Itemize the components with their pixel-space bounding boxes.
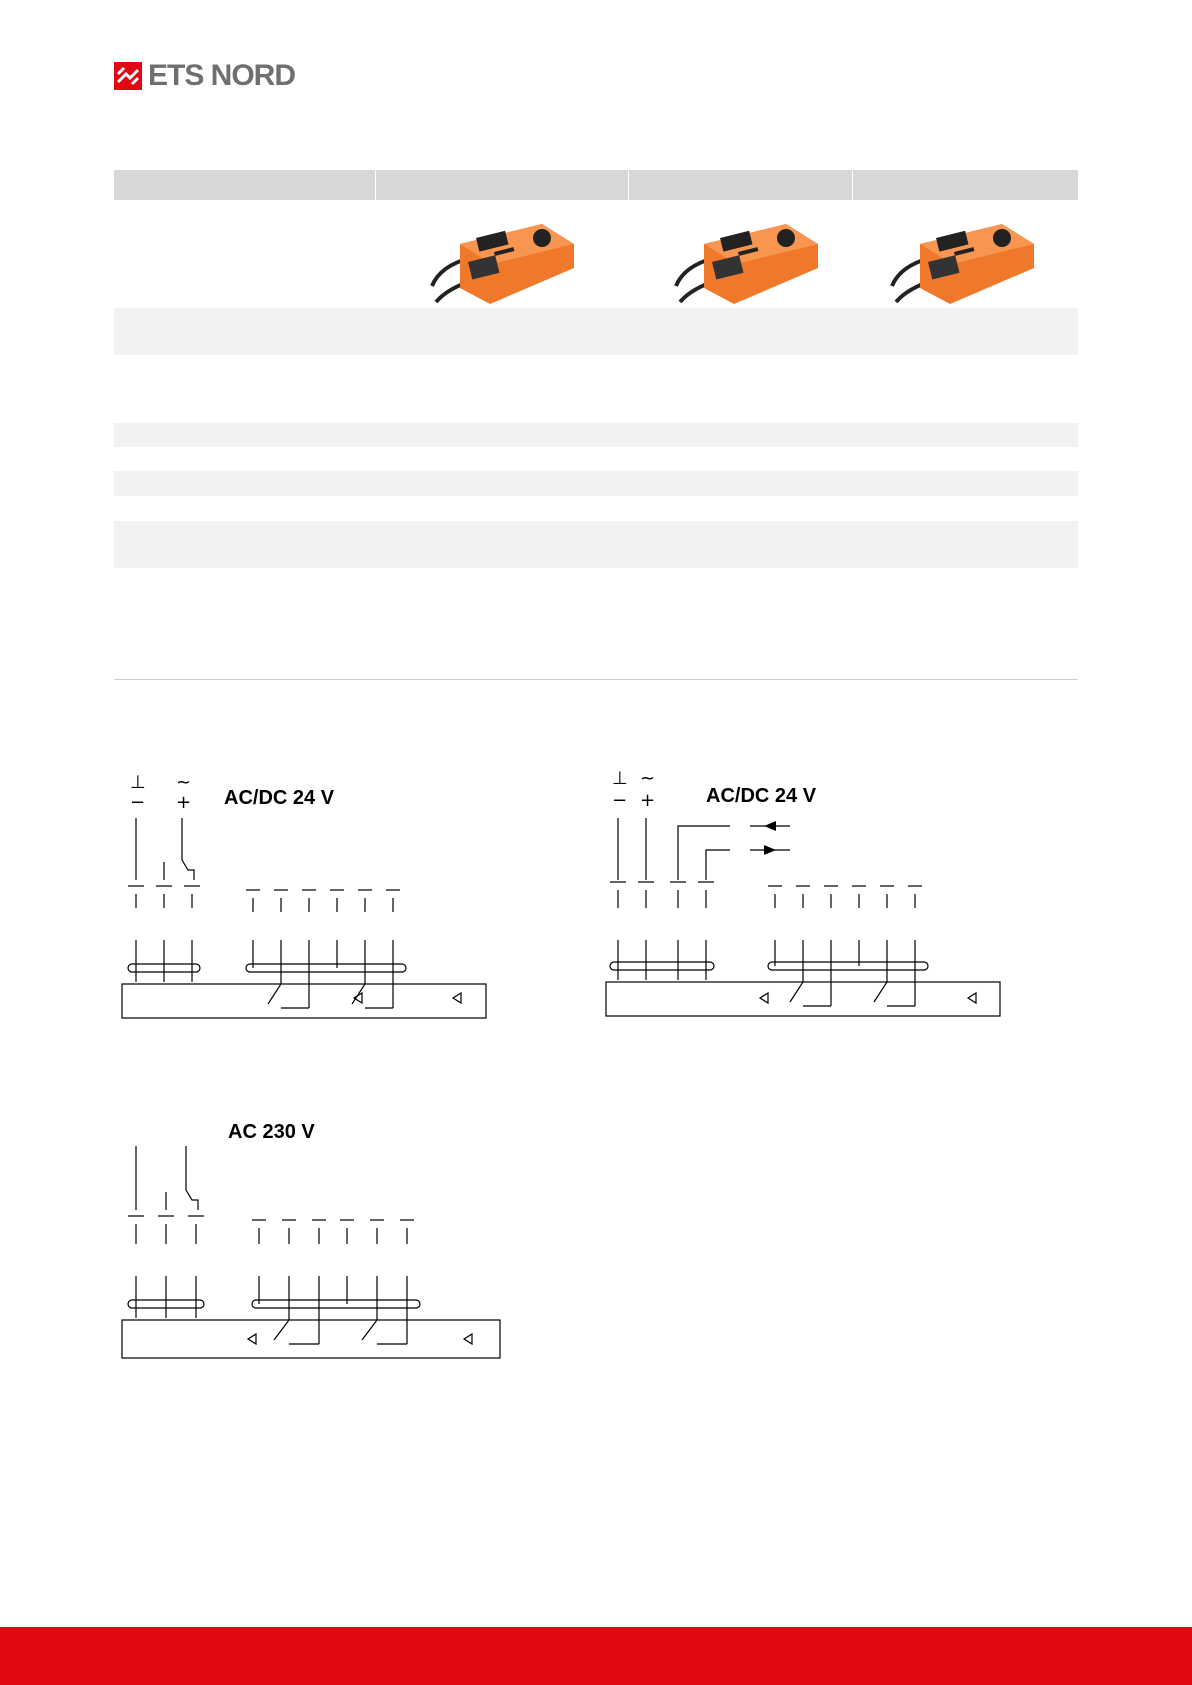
product-table: [114, 170, 1078, 308]
minus-symbol: −: [130, 792, 146, 813]
wiring-diagram-acdc-24v-1: [110, 770, 500, 1024]
voltage-label: AC 230 V: [228, 1121, 315, 1143]
header-cell: [853, 170, 1078, 200]
header-cell: [376, 170, 629, 200]
actuator-photo: [430, 222, 578, 306]
voltage-label: AC/DC 24 V: [224, 787, 335, 809]
plus-symbol: +: [176, 792, 192, 813]
wiring-diagram-acdc-24v-2: [600, 770, 1020, 1024]
signal-in-arrow-icon: [764, 821, 776, 831]
minus-symbol: −: [612, 790, 628, 811]
ground-symbol: ⊥: [612, 770, 628, 789]
table-row: [114, 521, 1078, 568]
plus-symbol: +: [640, 790, 656, 811]
ac-symbol: ~: [176, 772, 192, 793]
table-header: [114, 170, 1078, 200]
brand-name: ETS NORD: [148, 59, 296, 92]
table-row: [114, 471, 1078, 496]
wiring-diagram-ac-230v: [110, 1110, 510, 1364]
ac-symbol: ~: [640, 770, 656, 789]
header-cell: [629, 170, 853, 200]
footer-bar: [0, 1627, 1192, 1685]
actuator-photo: [890, 222, 1038, 306]
ground-symbol: ⊥: [130, 772, 146, 793]
table-row: [114, 423, 1078, 447]
voltage-label: AC/DC 24 V: [706, 785, 817, 807]
product-photos-row: [114, 200, 1078, 308]
brand-logo: [114, 58, 295, 94]
signal-out-arrow-icon: [764, 845, 776, 855]
ets-nord-logo-icon: [114, 62, 142, 90]
table-row: [114, 308, 1078, 355]
actuator-photo: [674, 222, 822, 306]
header-cell: [114, 170, 376, 200]
section-divider: [114, 679, 1078, 680]
